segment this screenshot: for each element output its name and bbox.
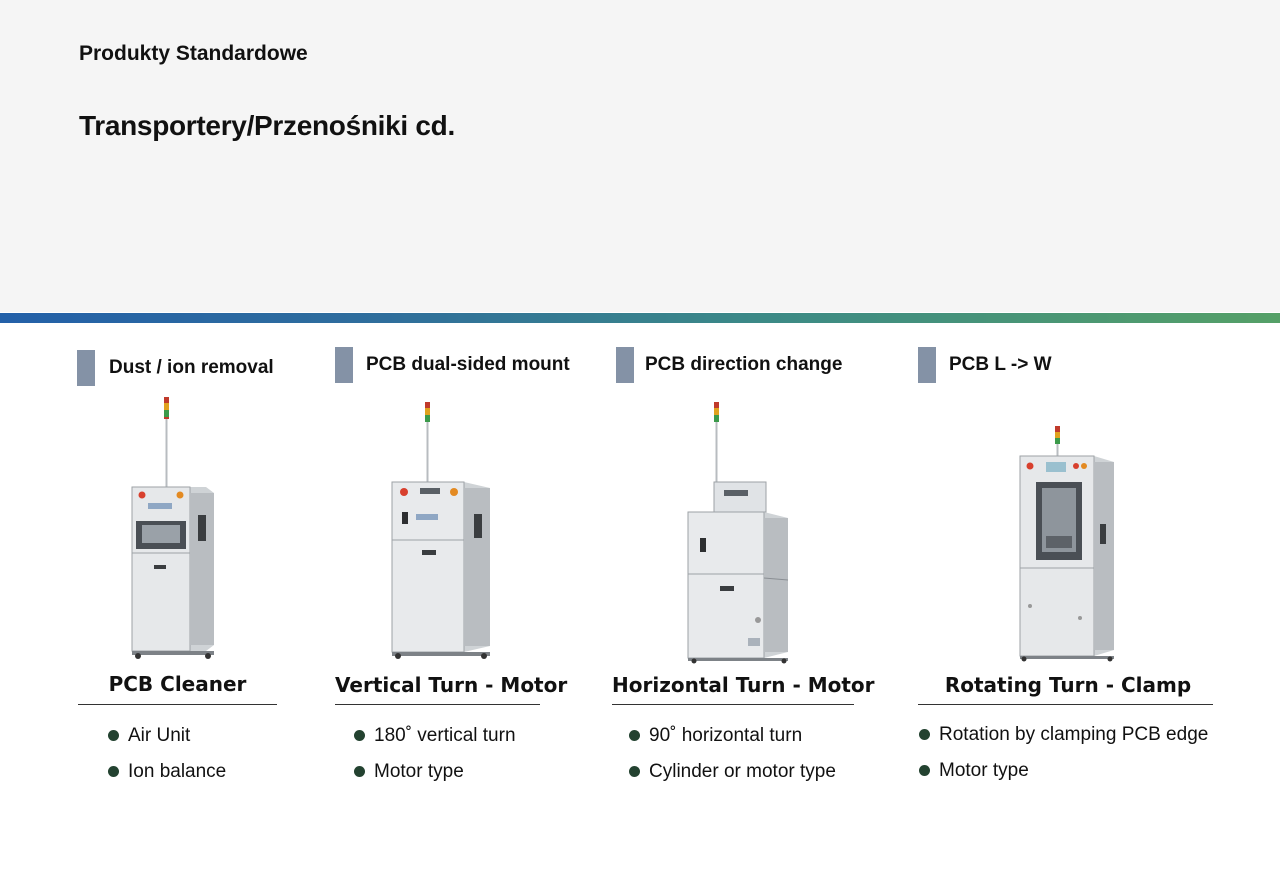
feature-item: 90˚ horizontal turn — [649, 725, 803, 746]
product-underline — [918, 704, 1213, 705]
bullet-icon — [354, 766, 365, 777]
product-tag: PCB L -> W — [949, 354, 1052, 375]
product-underline — [78, 704, 277, 705]
bullet-icon — [629, 766, 640, 777]
product-underline — [612, 704, 854, 705]
rotating-turn-machine-image — [1014, 424, 1120, 662]
product-name: Rotating Turn - Clamp — [944, 673, 1192, 697]
feature-item: Cylinder or motor type — [649, 761, 836, 782]
pcb-cleaner-machine-image — [120, 395, 220, 660]
vertical-turn-machine-image — [384, 398, 496, 660]
divider-gradient-bar — [0, 313, 1280, 323]
horizontal-turn-machine-image — [684, 398, 794, 664]
bullet-icon — [919, 729, 930, 740]
product-tag: PCB direction change — [645, 354, 843, 375]
product-name: PCB Cleaner — [108, 672, 247, 696]
feature-item: Air Unit — [128, 725, 191, 746]
feature-item: Ion balance — [128, 761, 227, 782]
feature-item: Rotation by clamping PCB edge — [939, 724, 1209, 745]
bullet-icon — [108, 730, 119, 741]
page-title: Transportery/Przenośniki cd. — [79, 110, 455, 141]
tag-marker — [616, 347, 634, 383]
tag-marker — [335, 347, 353, 383]
product-underline — [335, 704, 540, 705]
bullet-icon — [108, 766, 119, 777]
bullet-icon — [919, 765, 930, 776]
bullet-icon — [354, 730, 365, 741]
feature-item: Motor type — [939, 760, 1029, 781]
bullet-icon — [629, 730, 640, 741]
feature-item: 180˚ vertical turn — [374, 725, 516, 746]
product-tag: PCB dual-sided mount — [366, 354, 570, 375]
product-name: Horizontal Turn - Motor — [612, 673, 875, 697]
product-name: Vertical Turn - Motor — [335, 673, 568, 697]
tag-marker — [77, 350, 95, 386]
page-subtitle: Produkty Standardowe — [79, 42, 308, 65]
feature-item: Motor type — [374, 761, 464, 782]
tag-marker — [918, 347, 936, 383]
product-tag: Dust / ion removal — [109, 357, 274, 378]
